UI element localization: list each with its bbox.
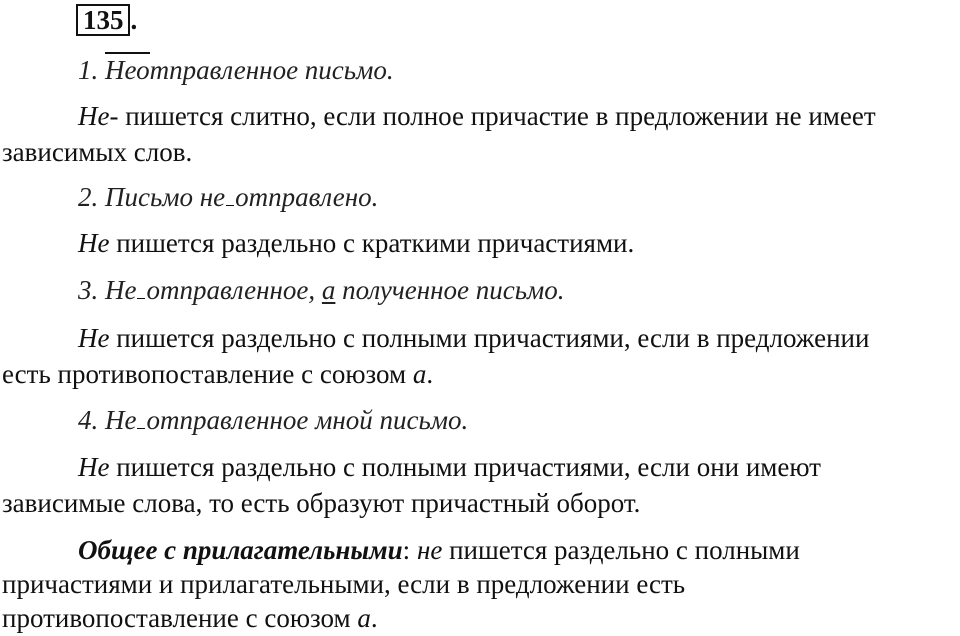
example-2 bbox=[78, 179, 960, 215]
exercise-number bbox=[76, 4, 137, 34]
rule-2 bbox=[78, 225, 960, 261]
rule-4 bbox=[78, 449, 960, 485]
rule-3-period: . bbox=[426, 359, 434, 389]
example-1 bbox=[78, 52, 960, 88]
example-4-ne: Не bbox=[105, 405, 137, 435]
rule-1-text: - пишется слитно, если полное причастие в предложении не имеет bbox=[109, 101, 876, 131]
separate-spelling-mark bbox=[137, 408, 145, 429]
summary-colon: : bbox=[402, 535, 417, 565]
exercise-number-dot: . bbox=[130, 5, 138, 35]
summary-period: . bbox=[370, 603, 378, 633]
rule-3-text: пишется раздельно с полными причастиями, если в предложении bbox=[109, 323, 870, 353]
rule-3-ne: Не bbox=[78, 323, 110, 353]
example-3-ne: Не bbox=[105, 275, 137, 305]
example-1-root-start: о bbox=[136, 52, 150, 85]
conjunction-a: а bbox=[321, 275, 336, 305]
rule-1-continuation: зависимых слов. bbox=[2, 137, 193, 167]
example-3 bbox=[78, 272, 960, 308]
rule-3 bbox=[78, 320, 960, 356]
rule-4-text: пишется раздельно с полными причастиями, если они имеют bbox=[109, 452, 821, 482]
summary-heading: Общее с прилагательными bbox=[78, 535, 403, 565]
example-4 bbox=[78, 402, 960, 438]
example-3-rest: полученное письмо. bbox=[335, 275, 565, 305]
summary-line-1 bbox=[78, 532, 960, 568]
separate-spelling-mark bbox=[226, 185, 234, 206]
rule-1 bbox=[78, 98, 960, 134]
rule-4-ne: Не bbox=[78, 452, 110, 482]
rule-4-continuation: зависимые слова, то есть образуют причастный оборот. bbox=[2, 488, 641, 518]
example-3-number: 3. bbox=[78, 275, 99, 305]
rule-2-text: пишется раздельно с краткими причастиями. bbox=[109, 228, 635, 258]
example-1-prefix-ne: Не bbox=[105, 52, 136, 85]
example-1-rest: тправленное письмо. bbox=[149, 55, 394, 85]
example-4-number: 4. bbox=[78, 405, 99, 435]
example-3-mid: отправленное, bbox=[146, 275, 322, 305]
separate-spelling-mark bbox=[137, 278, 145, 299]
summary-conjunction: а bbox=[357, 603, 371, 633]
summary-ne: не bbox=[416, 535, 443, 565]
exercise-number-box: 135 bbox=[76, 4, 130, 36]
example-4-rest: отправленное мной письмо. bbox=[146, 405, 469, 435]
example-2-rest: отправлено. bbox=[235, 182, 379, 212]
summary-line-3 bbox=[2, 600, 960, 636]
summary-line-3-text: противопоставление с союзом bbox=[2, 603, 358, 633]
rule-3-conjunction: а bbox=[412, 359, 427, 389]
summary-text: пишется раздельно с полными bbox=[442, 535, 800, 565]
summary-line-2: причастиями и прилагательными, если в предложении есть bbox=[2, 569, 686, 599]
rule-1-ne: Не bbox=[78, 101, 110, 131]
example-2-text: Письмо не bbox=[105, 182, 226, 212]
rule-2-ne: Не bbox=[78, 228, 110, 258]
example-1-number: 1. bbox=[78, 55, 99, 85]
rule-3-continuation bbox=[2, 356, 960, 392]
rule-3-cont-text: есть противопоставление с союзом bbox=[2, 359, 413, 389]
example-2-number: 2. bbox=[78, 182, 99, 212]
